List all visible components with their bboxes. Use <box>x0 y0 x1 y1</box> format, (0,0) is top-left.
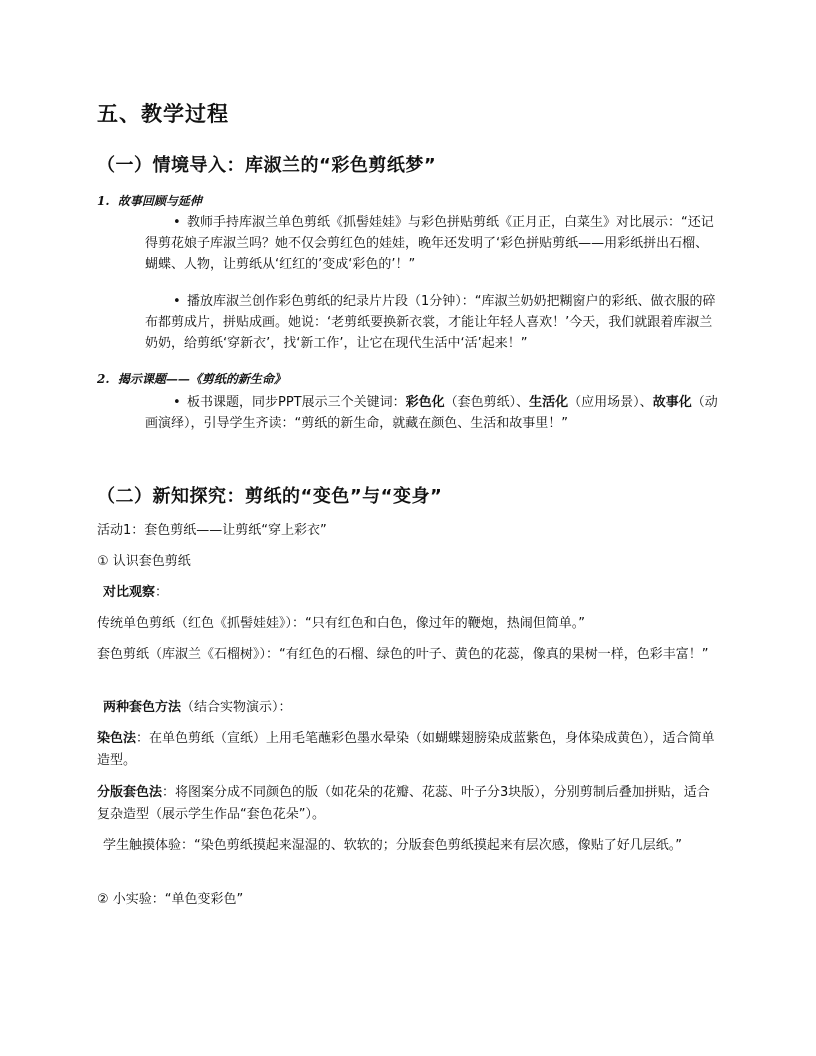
split-method-label: 分版套色法 <box>97 785 163 800</box>
traditional-papercut-text: 传统单色剪纸（红色《抓髻娃娃》）：“只有红色和白色，像过年的鞭炮，热闹但简单。” <box>97 616 585 631</box>
keyword-note: （应用场景）、 <box>568 395 653 410</box>
bullet-paragraph-2 <box>145 291 720 354</box>
part2-heading: （二）新知探究：剪纸的“变色”与“变身” <box>97 486 443 507</box>
keyword-colorful: 彩色化 <box>405 395 445 410</box>
subheading-story-review <box>97 192 202 209</box>
bullet-paragraph-1 <box>145 212 720 275</box>
bullet-icon: • <box>173 294 181 309</box>
dye-method-paragraph <box>97 728 722 772</box>
split-method-paragraph <box>97 782 722 826</box>
subheading-number: 2. <box>97 372 110 386</box>
subheading-number: 1. <box>97 194 110 208</box>
methods-note: （结合实物演示）： <box>181 700 292 715</box>
activity-title: 活动1：套色剪纸——让剪纸“穿上彩衣” <box>97 523 327 538</box>
subheading-topic <box>97 370 286 387</box>
keyword-story: 故事化 <box>652 395 692 410</box>
bullet-icon: • <box>173 215 181 230</box>
methods-label-text: 两种套色方法 <box>103 700 182 715</box>
keyword-daily-life: 生活化 <box>529 395 569 410</box>
methods-label <box>103 697 728 719</box>
compare-observe-label <box>103 582 728 604</box>
subheading-text: 故事回顾与延伸 <box>117 194 202 208</box>
keyword-note: （动画演绎），引导学生齐读：“剪纸的新生命，就藏在颜色、生活和故事里！” <box>145 395 718 431</box>
split-method-text: ：将图案分成不同颜色的版（如花朵的花瓣、花蕊、叶子分3块版），分别剪制后叠加拼贴，适合复杂造型（展示学生作品“套色花朵”）。 <box>97 785 710 822</box>
step-recognize: ① 认识套色剪纸 <box>97 554 191 569</box>
bullet-paragraph-3 <box>145 392 720 434</box>
touch-experience-text: 学生触摸体验：“染色剪纸摸起来湿湿的、软软的；分版套色剪纸摸起来有层次感，像贴了好几层纸。” <box>103 838 682 853</box>
bullet-text: 板书课题，同步PPT展示三个关键词： <box>187 395 406 410</box>
colored-papercut-text: 套色剪纸（库淑兰《石榴树》）：“有红色的石榴、绿色的叶子、黄色的花蕊，像真的果树一样，色彩丰富！” <box>97 647 709 662</box>
dye-method-label: 染色法 <box>97 731 137 746</box>
dye-method-text: ：在单色剪纸（宣纸）上用毛笔蘸彩色墨水晕染（如蝴蝶翅膀染成蓝紫色，身体染成黄色），适合简单造型。 <box>97 731 715 768</box>
step-experiment: ② 小实验：“单色变彩色” <box>97 892 244 907</box>
bullet-text: 播放库淑兰创作彩色剪纸的纪录片片段（1分钟）：“库淑兰奶奶把糊窗户的彩纸、做衣服的碎布都剪成片，拼贴成画。她说：‘老剪纸要换新衣裳，才能让年轻人喜欢！’今天，我们就跟着库淑兰奶奶，给剪纸‘穿新衣’，找‘新工作’，让它在现代生活中‘活’起来！” <box>145 294 716 351</box>
keyword-note: （套色剪纸）、 <box>444 395 530 410</box>
compare-colon: ： <box>155 585 169 600</box>
section-title: 五、教学过程 <box>97 102 229 126</box>
compare-label-text: 对比观察 <box>103 585 156 600</box>
subheading-text: 揭示课题——《剪纸的新生命》 <box>117 372 286 386</box>
part1-heading: （一）情境导入：库淑兰的“彩色剪纸梦” <box>97 155 437 176</box>
bullet-icon: • <box>173 395 181 410</box>
bullet-text: 教师手持库淑兰单色剪纸《抓髻娃娃》与彩色拼贴剪纸《正月正，白菜生》对比展示：“还记得剪花娘子库淑兰吗？她不仅会剪红色的娃娃，晚年还发明了‘彩色拼贴剪纸——用彩纸拼出石榴、蝴蝶、人物，让剪纸从‘红红的’变成‘彩色的’！” <box>145 215 714 272</box>
